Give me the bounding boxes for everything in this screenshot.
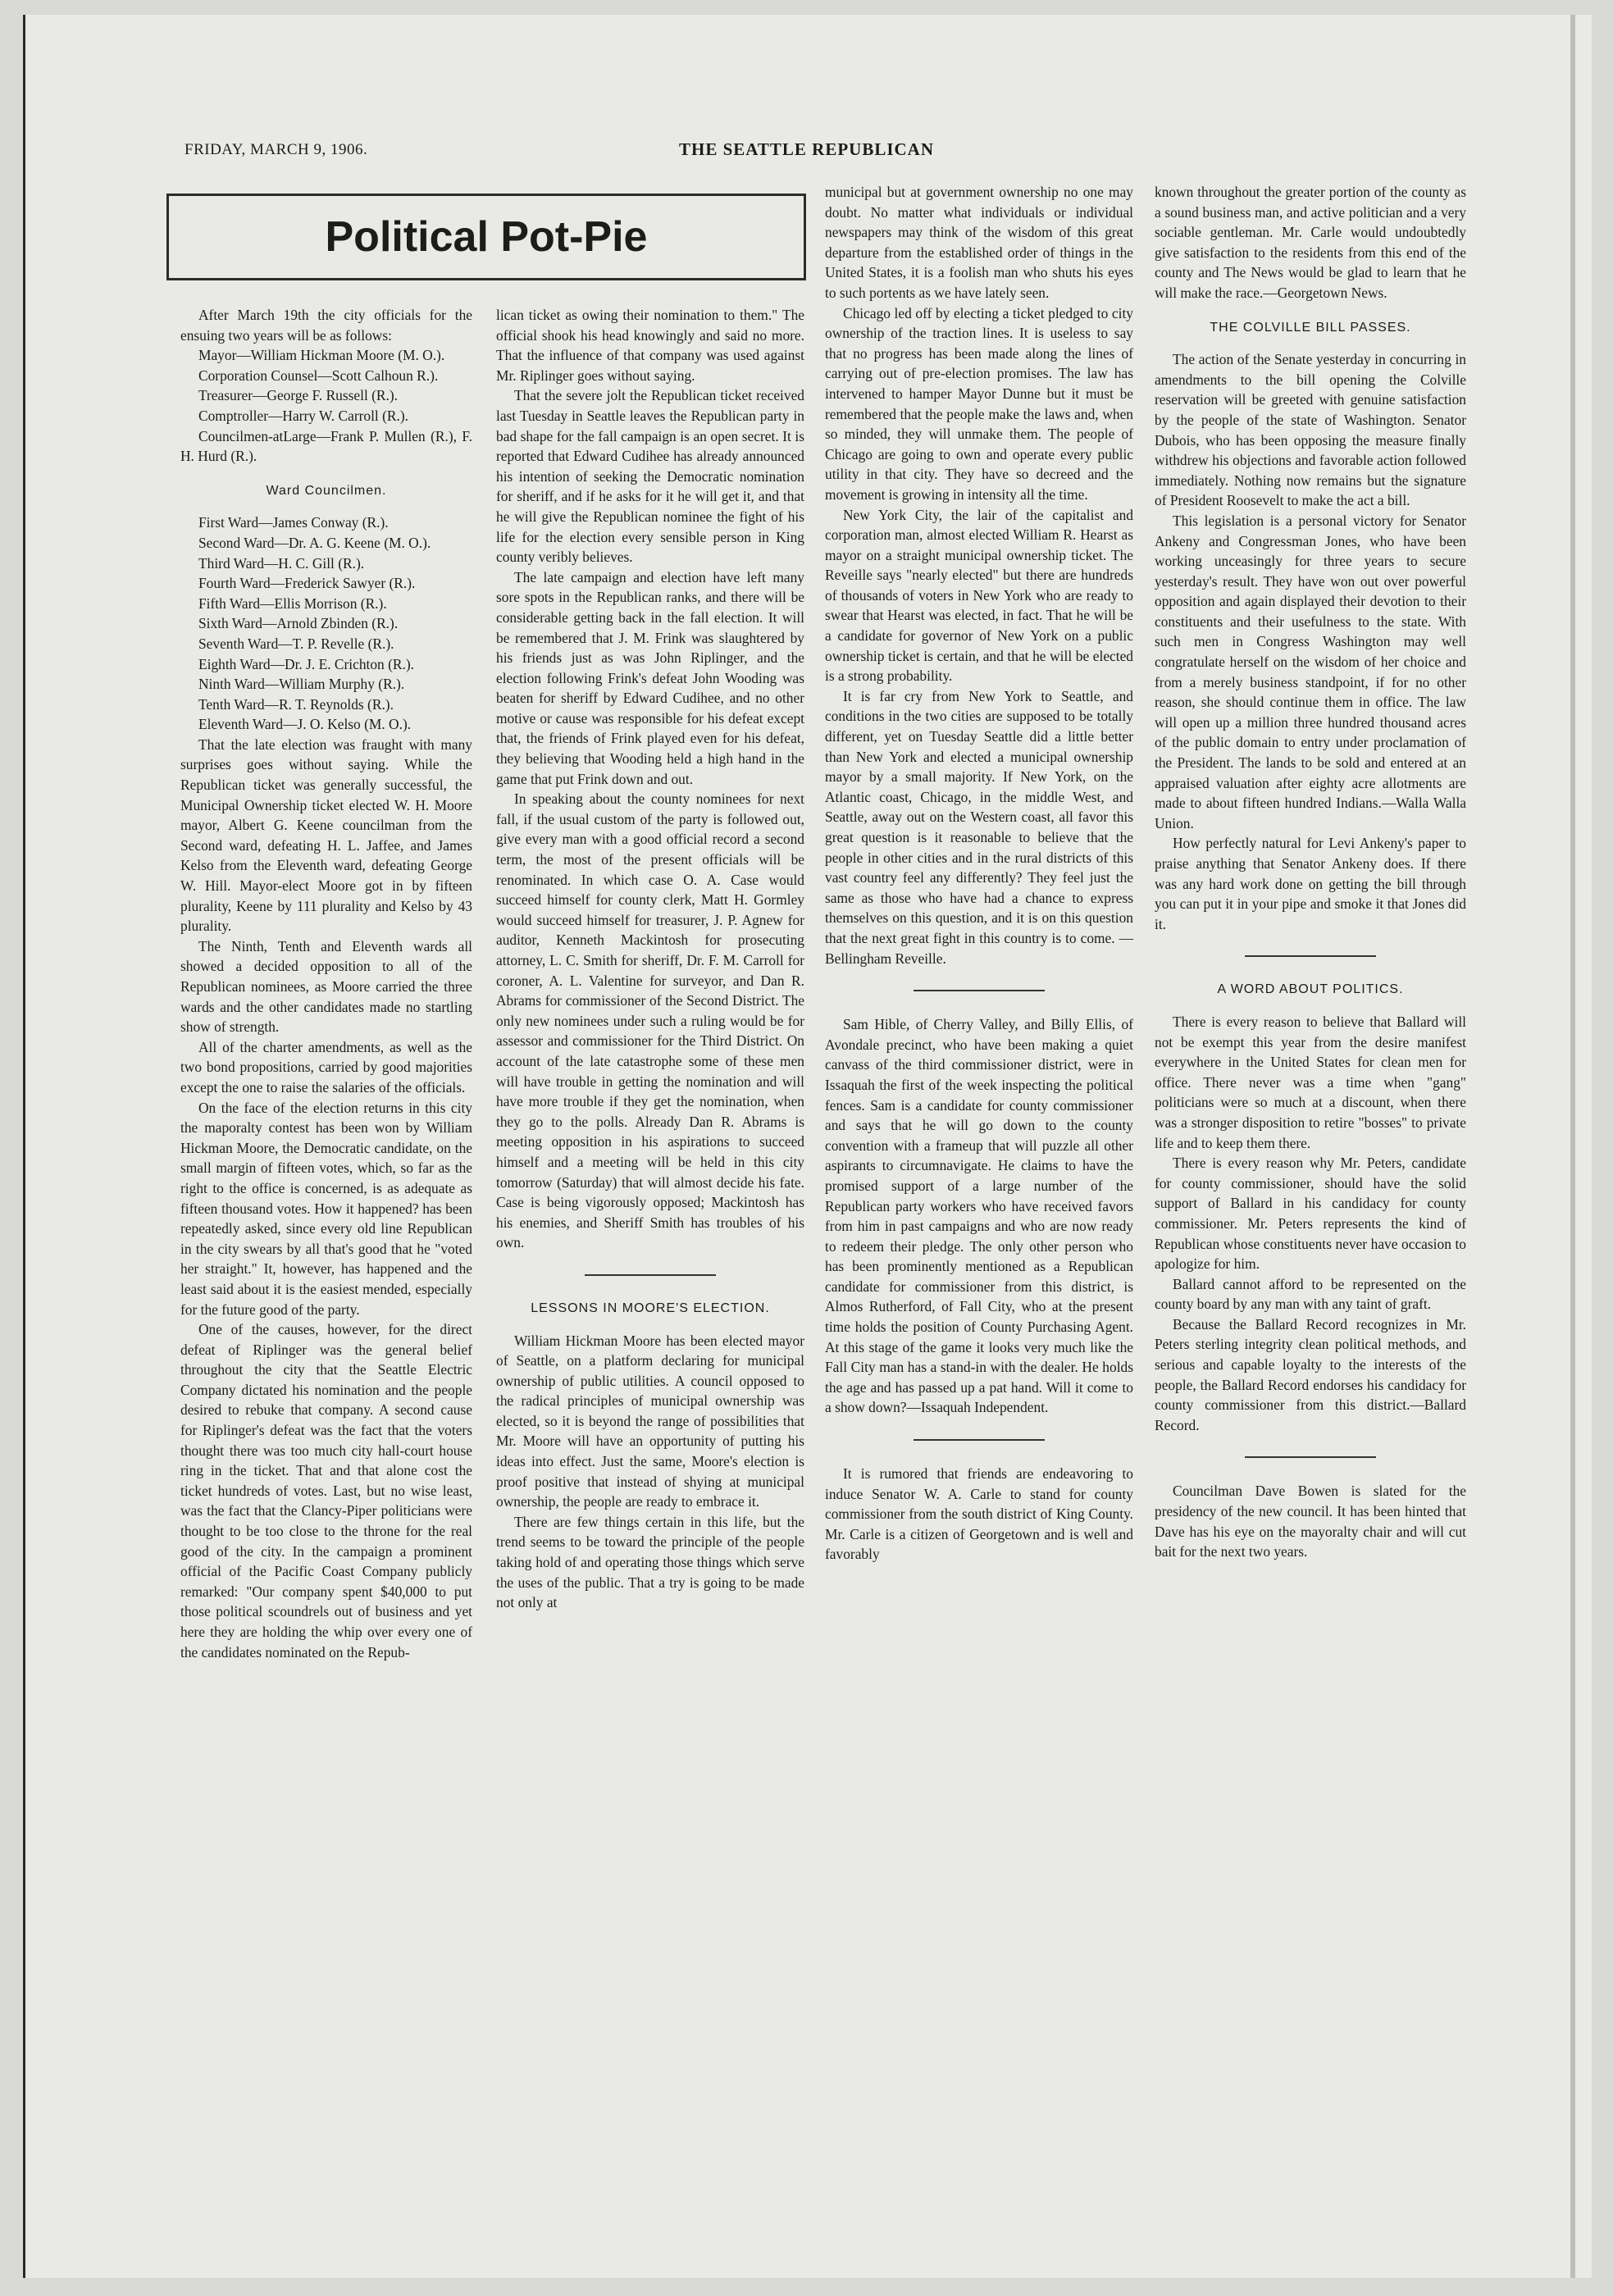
official-entry: Mayor—William Hickman Moore (M. O.). xyxy=(198,347,445,364)
article-paragraph: That the severe jolt the Republican ticket received last Tuesday in Seattle leaves the Republican party in bad shape for the fall campaign is an open secret. It is reported that Edward Cudihee has already announced his intention of seeking the Democratic nomination for sheriff, and if he asks for it he will get it, and that he will give the Republican nominee the fight of his life for the election every sensible person in King county veribly believes. xyxy=(496,387,804,566)
ward-entry: Fourth Ward—Frederick Sawyer (R.). xyxy=(198,575,416,592)
column-1 xyxy=(180,305,472,1662)
column-4 xyxy=(1155,182,1466,1562)
article-paragraph: There is every reason why Mr. Peters, candidate for county commissioner, should have the solid support of Ballard in his candidacy for county commissioner. Mr. Peters represents the kind of Republican whose constituents never have occasion to apologize for him. xyxy=(1155,1155,1466,1273)
section-divider xyxy=(914,990,1045,991)
article-paragraph: One of the causes, however, for the direct defeat of Riplinger was the general belief throughout the city that the Seattle Electric Company dictated his nomination and the people desired to rebuke that company. A second cause for Riplinger's defeat was the fact that the voters thought there was too much city hall-court house ring in the ticket. That and that alone cost the ticket hundreds of votes. Last, but no wise least, was the fact that the Clancy-Piper politicians were thought to be too close to the throne for the real good of the city. In the campaign a prominent official of the Pacific Coast Company publicly remarked: "Our company spent $40,000 to put those political scoundrels out of business and yet here they are holding the whip over every one of the candidates nominated on the Repub- xyxy=(180,1321,472,1660)
ward-entry: Eleventh Ward—J. O. Kelso (M. O.). xyxy=(198,716,412,733)
column-3 xyxy=(825,182,1133,1565)
article-paragraph: That the late election was fraught with many surprises goes without saying. While the Republican ticket was generally successful, the Municipal Ownership ticket elected W. H. Moore mayor, Albert G. Keene councilman from the Second ward, defeating H. L. Jaffee, and James Kelso from the Eleventh ward, defeating George W. Hill. Mayor-elect Moore got in by fifteen plurality, Keene by 111 plurality and Kelso by 43 plurality. xyxy=(180,736,472,935)
article-paragraph: The late campaign and election have left many sore spots in the Republican ranks, and there will be considerable getting back in the fall election. It will be remembered that J. M. Frink was slaughtered by his friends just as was John Riplinger, and the election following Frink's defeat John Wooding was beaten for sheriff by Edward Cudihee, and no other motive or cause was responsible for his defeat except that, the friends of Frink played even for his defeat, they believing that Wooding held a high hand in the game that put Frink down and out. xyxy=(496,568,804,787)
section-heading: A WORD ABOUT POLITICS. xyxy=(1217,982,1404,997)
ward-entry: Sixth Ward—Arnold Zbinden (R.). xyxy=(198,615,399,632)
article-paragraph: Councilman Dave Bowen is slated for the presidency of the new council. It has been hinted that Dave has his eye on the mayoralty chair and will cut bait for the next two years. xyxy=(1155,1483,1466,1560)
article-paragraph: On the face of the election returns in this city the maporalty contest has been won by William Hickman Moore, the Democratic candidate, on the small margin of fifteen votes, which, so far as the right to the office is concerned, is as adequate as fifteen thousand votes. How it happened? has been repeatedly asked, since every old line Republican in the city swears by all that's good that he "voted her straight." It, however, has happened and the least said about it is the easiest mended, especially for the future good of the party. xyxy=(180,1099,472,1318)
article-paragraph: lican ticket as owing their nomination to them." The official shook his head knowingly and said no more. That the influence of that company was used against Mr. Riplinger goes without saying. xyxy=(496,307,804,384)
article-paragraph: It is far cry from New York to Seattle, and conditions in the two cities are supposed to be totally different, yet on Tuesday Seattle did a little better than New York and elected a municipal ownership mayor by a small majority. If New York, on the Atlantic coast, Chicago, in the middle West, and Seattle, away out on the Western coast, all favor this great question is it reasonable to believe that the people in other cities and in the rural districts of this vast country feel any differently? They feel just the same as those who have had a chance to express themselves on this question, and it is on this question that the next great fight in this country is to come. —Bellingham Reveille. xyxy=(825,687,1133,967)
headline-box xyxy=(166,194,806,280)
ward-entry: Tenth Ward—R. T. Reynolds (R.). xyxy=(198,695,394,713)
section-divider xyxy=(914,1439,1045,1441)
column-2 xyxy=(496,305,804,1613)
article-paragraph: It is rumored that friends are endeavoring to induce Senator W. A. Carle to stand for county commissioner from the south district of King County. Mr. Carle is a citizen of Georgetown and is well and favorably xyxy=(825,1465,1133,1563)
ward-entry: First Ward—James Conway (R.). xyxy=(198,514,389,531)
section-heading: LESSONS IN MOORE'S ELECTION. xyxy=(531,1301,770,1315)
official-entry: Councilmen-atLarge—Frank P. Mullen (R.), F. H. Hurd (R.). xyxy=(180,427,472,465)
article-paragraph: Sam Hible, of Cherry Valley, and Billy Ellis, of Avondale precinct, who have been making a quiet canvass of the third commissioner district, were in Issaquah the first of the week inspecting the political fences. Sam is a candidate for county commissioner and says that he will go down to the county convention with a frameup that will puzzle all other aspirants to circumnavigate. He claims to have the promised support of a large number of the Republican party workers who have received favors from him in past campaigns and who are now ready to redeem their pledge. The only other person who has been prominently mentioned as a Republican candidate for commissioner from this district, is Almos Rutherford, of Fall City, who at the present time holds the position of County Purchasing Agent. At this stage of the game it looks very much like the Fall City man has a stand-in with the dealer. He holds the age and has passed up a pat hand. Will it come to a show down?—Issaquah Independent. xyxy=(825,1016,1133,1416)
article-paragraph: There is every reason to believe that Ballard will not be exempt this year from the desire manifest everywhere in the United States for clean men for office. There never was a time when "gang" politicians were so much at a discount, when there was a stronger disposition to retire "bosses" to private life and to keep them there. xyxy=(1155,1013,1466,1151)
article-paragraph: The Ninth, Tenth and Eleventh wards all showed a decided opposition to all of the Republican nominees, as Moore carried the three wards and the other candidates made no startling show of strength. xyxy=(180,937,472,1036)
newspaper-name: THE SEATTLE REPUBLICAN xyxy=(679,139,935,159)
section-divider xyxy=(1245,955,1376,957)
ward-entry: Second Ward—Dr. A. G. Keene (M. O.). xyxy=(198,534,431,551)
article-paragraph: Because the Ballard Record recognizes in Mr. Peters sterling integrity clean political methods, and serious and capable loyalty to the interests of the people, the Ballard Record endorses his candidacy for county commissioner from this district.—Ballard Record. xyxy=(1155,1315,1466,1433)
article-paragraph: Chicago led off by electing a ticket pledged to city ownership of the traction lines. It is useless to say that no progress has been made along the lines of carrying out of pre-election promises. The law has intervened to hamper Mayor Dunne but it must be remembered that the people make the laws and, when so minded, they will unmake them. The people of Chicago are going to own and operate every public utility in that city. They have so decreed and the movement is growing in intensity all the time. xyxy=(825,304,1133,503)
ward-entry: Ninth Ward—William Murphy (R.). xyxy=(198,676,405,693)
section-heading: THE COLVILLE BILL PASSES. xyxy=(1210,320,1411,335)
article-paragraph: William Hickman Moore has been elected mayor of Seattle, on a platform declaring for municipal ownership of public utilities. A council opposed to the radical principles of municipal ownership was elected, so it is beyond the range of possibilities that Mr. Moore will have an opportunity of putting his ideas into effect. Just the same, Moore's election is proof positive that instead of shying at municipal ownership, the people are ready to embrace it. xyxy=(496,1332,804,1510)
ward-entry: Third Ward—H. C. Gill (R.). xyxy=(198,554,365,572)
section-divider xyxy=(585,1274,716,1276)
headline: Political Pot-Pie xyxy=(325,213,648,261)
article-paragraph: The action of the Senate yesterday in concurring in amendments to the bill opening the Colville reservation will be greeted with genuine satisfaction by the people of the state of Washington. Senator Dubois, who has been opposing the measure finally withdrew his objections and favorable action followed immediately. Nothing now remains but the signature of President Roosevelt to make the act a bill. xyxy=(1155,351,1466,509)
article-paragraph: All of the charter amendments, as well as the two bond propositions, carried by good majorities except the one to raise the salaries of the officials. xyxy=(180,1038,472,1096)
article-paragraph: There are few things certain in this life, but the trend seems to be toward the principle of the people taking hold of and operating those things which serve the uses of the public. That a try is going to be made not only at xyxy=(496,1513,804,1611)
article-paragraph: How perfectly natural for Levi Ankeny's paper to praise anything that Senator Ankeny does. If there was any hard work done on getting the bill through you can put it in your pipe and smoke it that Jones did it. xyxy=(1155,835,1466,932)
article-paragraph: New York City, the lair of the capitalist and corporation man, almost elected William R. Hearst as mayor on a straight municipal ownership ticket. The Reveille says "nearly elected" but there are hundreds of thousands of voters in New York who are ready to swear that Hearst was elected, in fact. That he will be a candidate for governor of New York on a public ownership ticket is certain, and that he will be elected is a strong probability. xyxy=(825,506,1133,685)
article-paragraph: In speaking about the county nominees for next fall, if the usual custom of the party is followed out, give every man with a good official record a second term, the most of the present officials will be renominated. In which case O. A. Case would succeed himself for county clerk, Matt H. Gormley would succeed himself for treasurer, J. P. Agnew for auditor, Kenneth Mackintosh for prosecuting attorney, L. C. Smith for sheriff, Dr. F. M. Carroll for coroner, A. L. Valentine for surveyor, and Dan R. Abrams for commissioner of the Second District. The only new nominees under such a ruling would be for assessor and commissioner for the Third District. On account of the late catastrophe some of these men will have trouble in getting the nomination and will have more trouble if they get the nomination, when they go to the polls. Already Dan R. Abrams is meeting opposition in his aspirations to succeed himself and a meeting will be held in this city tomorrow (Saturday) that will almost decide his fate. Case is being vigorously opposed; Mackintosh has his enemies, and Sheriff Smith has troubles of his own. xyxy=(496,790,804,1251)
article-paragraph: municipal but at government ownership no one may doubt. No matter what individuals or individual newspapers may think of the wisdom of this great departure from the established order of things in the United States, it is a foolish man who shuts his eyes to such portents as we have lately seen. xyxy=(825,184,1133,301)
section-divider xyxy=(1245,1456,1376,1458)
article-paragraph: Ballard cannot afford to be represented on the county board by any man with any taint of graft. xyxy=(1155,1275,1466,1313)
page-edge xyxy=(1570,15,1575,2278)
official-entry: Comptroller—Harry W. Carroll (R.). xyxy=(198,407,408,424)
ward-entry: Seventh Ward—T. P. Revelle (R.). xyxy=(198,635,394,652)
ward-entry: Fifth Ward—Ellis Morrison (R.). xyxy=(198,594,387,612)
official-entry: Corporation Counsel—Scott Calhoun R.). xyxy=(198,367,439,384)
intro-paragraph: After March 19th the city officials for the ensuing two years will be as follows: xyxy=(180,307,472,344)
ward-entry: Eighth Ward—Dr. J. E. Crichton (R.). xyxy=(198,655,414,672)
issue-date: FRIDAY, MARCH 9, 1906. xyxy=(185,141,368,158)
official-entry: Treasurer—George F. Russell (R.). xyxy=(198,387,399,404)
article-paragraph: known throughout the greater portion of the county as a sound business man, and active politician and a very sociable gentleman. Mr. Carle would undoubtedly give satisfaction to the residents from this end of the county and The News would be glad to learn that he will make the race.—Georgetown News. xyxy=(1155,184,1466,301)
section-heading: Ward Councilmen. xyxy=(266,483,387,498)
article-paragraph: This legislation is a personal victory for Senator Ankeny and Congressman Jones, who have been working unceasingly for three years to secure yesterday's result. They have won out over powerful opposition and again displayed their devotion to their constituents and their usefulness to the state. With such men in Congress Washington may well congratulate herself on the wisdom of her choice and from a merely business standpoint, if for no other reason, she should continue them in office. The law will open up a million three hundred thousand acres of the public domain to entry under proclamation of the President. The lands to be sold and entered at an appraised valuation after eighty acre allotments are made to about fifteen hundred Indians.—Walla Walla Union. xyxy=(1155,512,1466,831)
